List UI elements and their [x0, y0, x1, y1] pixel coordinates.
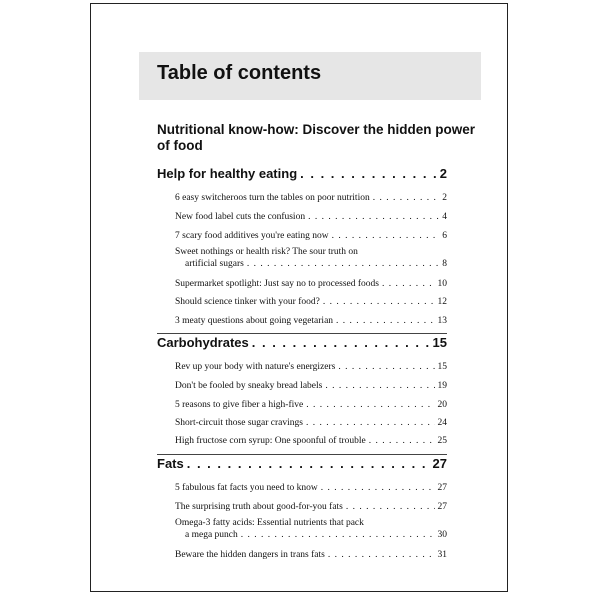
section-heading [157, 456, 447, 476]
entry-title: Beware the hidden dangers in trans fats [175, 550, 325, 560]
entry-title: Short-circuit those sugar cravings [175, 418, 303, 428]
dot-leader [346, 501, 435, 513]
dot-leader [323, 296, 435, 308]
entry-page-number: 12 [437, 297, 447, 307]
entry-page-number: 10 [437, 279, 447, 289]
entry-page-number: 24 [437, 418, 447, 428]
dot-leader [306, 417, 435, 429]
dot-leader [321, 482, 435, 494]
part-subtitle: Nutritional know-how: Discover the hidden power of food [157, 122, 476, 153]
toc-entry [175, 549, 447, 561]
entry-page-number: 20 [437, 400, 447, 410]
dot-leader [252, 335, 430, 350]
dot-leader [325, 380, 434, 392]
dot-leader [336, 315, 434, 327]
entry-title: The surprising truth about good-for-you fats [175, 502, 343, 512]
toc-entry [175, 192, 447, 204]
page-title: Table of contents [157, 62, 322, 84]
entry-page-number: 2 [442, 193, 447, 203]
toc-entry [175, 211, 447, 223]
section-heading-text: Fats [157, 456, 184, 471]
entry-title: 3 meaty questions about going vegetarian [175, 316, 334, 326]
entry-title-line1: Omega-3 fatty acids: Essential nutrients that pack [175, 518, 364, 528]
dot-leader [373, 192, 440, 204]
dot-leader [306, 399, 434, 411]
section-page-number: 27 [432, 456, 447, 471]
toc-entry [175, 296, 447, 308]
dot-leader [187, 456, 430, 471]
toc-entry [175, 315, 447, 327]
dot-leader [338, 361, 434, 373]
dot-leader [369, 435, 435, 447]
entry-page-number: 13 [437, 316, 447, 326]
section-heading [157, 335, 447, 355]
dot-leader [328, 549, 435, 561]
entry-title: artificial sugars [185, 259, 244, 269]
entry-title: High fructose corn syrup: One spoonful of trouble [175, 436, 366, 446]
entry-page-number: 30 [437, 530, 447, 540]
entry-title: Should science tinker with your food? [175, 297, 320, 307]
entry-title: Don't be fooled by sneaky bread labels [175, 381, 323, 391]
entry-title-line1: Sweet nothings or health risk? The sour truth on [175, 247, 358, 257]
dot-leader [308, 211, 439, 223]
toc-entry [175, 435, 447, 447]
section-page-number: 2 [439, 166, 447, 181]
entry-page-number: 27 [437, 483, 447, 493]
section-heading-text: Carbohydrates [157, 335, 249, 350]
entry-page-number: 27 [437, 502, 447, 512]
section-page-number: 15 [432, 335, 447, 350]
toc-entry [175, 501, 447, 513]
section-divider [157, 454, 447, 455]
toc-page [90, 3, 508, 592]
entry-title: Rev up your body with nature's energizers [175, 362, 336, 372]
dot-leader [247, 258, 439, 270]
entry-title: a mega punch [185, 530, 238, 540]
dot-leader [332, 230, 440, 242]
section-heading-text: Help for healthy eating [157, 166, 298, 181]
entry-page-number: 19 [437, 381, 447, 391]
toc-entry [175, 361, 447, 373]
toc-entry [175, 246, 447, 270]
entry-page-number: 6 [442, 231, 447, 241]
dot-leader [300, 166, 437, 181]
toc-entry [175, 230, 447, 242]
entry-page-number: 4 [442, 212, 447, 222]
dot-leader [241, 529, 435, 541]
dot-leader [382, 278, 435, 290]
entry-title: 5 fabulous fat facts you need to know [175, 483, 318, 493]
title-band [139, 52, 481, 100]
entry-page-number: 15 [437, 362, 447, 372]
entry-title: New food label cuts the confusion [175, 212, 306, 222]
toc-entry [175, 482, 447, 494]
entry-page-number: 31 [437, 550, 447, 560]
toc-entry [175, 380, 447, 392]
entry-title: 5 reasons to give fiber a high-five [175, 400, 304, 410]
entry-title: 7 scary food additives you're eating now [175, 231, 329, 241]
toc-entry [175, 278, 447, 290]
toc-entry [175, 517, 447, 541]
section-divider [157, 333, 447, 334]
entry-title: 6 easy switcheroos turn the tables on poor nutrition [175, 193, 370, 203]
entry-page-number: 8 [442, 259, 447, 269]
toc-entry [175, 399, 447, 411]
section-heading [157, 166, 447, 186]
toc-entry [175, 417, 447, 429]
entry-page-number: 25 [437, 436, 447, 446]
entry-title: Supermarket spotlight: Just say no to processed foods [175, 279, 379, 289]
